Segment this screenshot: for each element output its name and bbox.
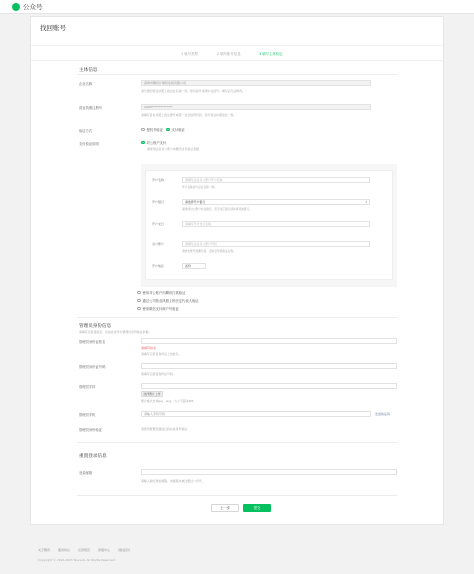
- account-name-label: 开户名称: [152, 178, 165, 182]
- branch-label: 开户支行: [152, 222, 165, 226]
- pay-hint: 请使用企业对公账户向腾讯支付验证金额: [147, 147, 200, 151]
- admin-section-hint: 请填写运营者信息，该信息将作为管理员身份验证依据。: [79, 330, 152, 334]
- brand-icon: [12, 3, 20, 11]
- footer-links: [38, 548, 130, 552]
- company-hint: 请与您的营业执照上的企业名称一致，如有括号请用中文括号。填写后无法修改。: [141, 89, 246, 93]
- radio-label: 使用对公账户向腾讯打款验证: [142, 291, 186, 295]
- payment-form-box: [141, 164, 397, 287]
- bank-select-value: 请选择开户银行: [185, 200, 206, 204]
- submit-button[interactable]: 提交: [243, 504, 271, 512]
- admin-photo-field: [141, 383, 397, 389]
- step-3: 3 填写主体验证: [259, 52, 283, 56]
- license-hint: 请填写营业执照上的注册号或统一社会信用代码，需与营业执照信息一致。: [141, 113, 237, 117]
- license-label: 营业执照注册号: [79, 106, 103, 110]
- top-bar: [0, 0, 474, 14]
- account-name-input[interactable]: 请填写企业对公账户开户名称: [182, 177, 370, 183]
- radio-checked-icon: [141, 141, 145, 145]
- radio-label: 使用微信支付商户号验证: [142, 307, 179, 311]
- footer-link[interactable]: 侵权投诉: [118, 548, 131, 552]
- email-hint: 请输入新的登录邮箱，该邮箱未被注册过公众号。: [141, 479, 205, 483]
- account-name-hint: 开户名称需与企业名称一致。: [182, 185, 217, 189]
- radio-label: 支付验证: [171, 128, 185, 132]
- send-code-link[interactable]: 发送验证码: [375, 412, 391, 416]
- radio-label: 通过公司营业执照上的法定代表人验证: [142, 299, 199, 303]
- prev-button[interactable]: 上一步: [211, 504, 239, 512]
- admin-name-label: 管理员身份证姓名: [79, 340, 106, 344]
- section-title-subject: 主体信息: [79, 68, 98, 73]
- region-select[interactable]: 省份: [182, 263, 206, 269]
- radio-checked-icon: [166, 128, 170, 132]
- footer-link[interactable]: 客服中心: [98, 548, 111, 552]
- step-2: 2 填写帐号信息: [217, 52, 241, 56]
- admin-verify-text: 请使用管理员微信扫码完成身份验证: [141, 427, 188, 431]
- verify-option-pay[interactable]: [166, 127, 185, 132]
- admin-phone-input[interactable]: 请输入手机号码: [141, 411, 371, 417]
- step-1: 1 帐号类型: [181, 52, 198, 56]
- admin-id-hint: 请填写运营者身份证号码。: [141, 372, 176, 376]
- admin-name-input[interactable]: [141, 338, 397, 344]
- verify-option-auth[interactable]: [141, 127, 163, 132]
- step-indicator: [31, 45, 443, 61]
- section-title-login: 重置登录信息: [79, 454, 107, 459]
- radio-icon: [137, 291, 141, 295]
- admin-photo-label: 管理员手持: [79, 385, 96, 389]
- brand-name: 公众号: [23, 3, 43, 11]
- radio-icon: [141, 128, 145, 132]
- pay-option-corporate[interactable]: [141, 140, 166, 145]
- license-input[interactable]: 4403**************: [141, 104, 371, 110]
- email-label: 登录邮箱: [79, 471, 93, 475]
- page-title: 找回账号: [40, 24, 66, 32]
- brand-logo[interactable]: [12, 2, 43, 11]
- footer-link[interactable]: 运营规范: [78, 548, 91, 552]
- divider: [77, 317, 397, 318]
- bank-select[interactable]: [182, 199, 370, 205]
- admin-id-label: 管理员身份证号码: [79, 365, 106, 369]
- divider: [77, 442, 397, 443]
- admin-name-hint: 请填写运营者身份证上的姓名。: [141, 352, 182, 356]
- email-input[interactable]: [141, 469, 397, 475]
- radio-label: 对公账户支付: [146, 141, 167, 145]
- footer-link[interactable]: 服务协议: [58, 548, 71, 552]
- section-title-admin: 管理员身份信息: [79, 324, 112, 329]
- footer-link[interactable]: 关于腾讯: [38, 548, 51, 552]
- radio-label: 授权书验证: [146, 128, 163, 132]
- upload-button[interactable]: 选择图片上传: [141, 391, 163, 397]
- subject-option-4[interactable]: [137, 298, 199, 303]
- admin-verify-label: 管理员身份验证: [79, 428, 103, 432]
- account-input[interactable]: 请填写企业对公账户号码: [182, 241, 370, 247]
- verify-method-label: 验证方式: [79, 129, 93, 133]
- company-label: 企业名称: [79, 82, 93, 86]
- account-hint: 请核实账号准确无误，否则会导致验证失败。: [182, 249, 236, 253]
- copyright: Copyright © 2012-2023 Tencent. All Rights Reserved.: [38, 558, 116, 562]
- region-label: 开户地区: [152, 264, 165, 268]
- divider: [77, 495, 397, 496]
- chevron-down-icon: ▾: [365, 200, 367, 204]
- radio-icon: [137, 307, 141, 311]
- pay-verify-label: 支付验证说明: [79, 142, 99, 146]
- branch-input[interactable]: 请填写开户支行名称: [182, 221, 370, 227]
- admin-name-error: 请填写姓名: [141, 346, 157, 350]
- radio-icon: [137, 299, 141, 303]
- admin-id-input[interactable]: [141, 363, 397, 369]
- payment-form: [145, 170, 393, 280]
- admin-phone-label: 管理员手机: [79, 413, 96, 417]
- bank-label: 开户银行: [152, 200, 165, 204]
- divider: [77, 74, 397, 75]
- subject-option-5[interactable]: [137, 306, 179, 311]
- admin-photo-hint: 图片格式支持jpg、png，大小不超过2M。: [141, 399, 196, 403]
- company-input[interactable]: 深圳市腾讯计算机系统有限公司: [141, 80, 371, 86]
- main-card: [30, 16, 444, 525]
- account-label: 对公账户: [152, 242, 165, 246]
- subject-option-3[interactable]: [137, 290, 185, 295]
- bank-hint: 请选择对公账户所在银行，若无对应银行请选择其他银行。: [182, 207, 252, 211]
